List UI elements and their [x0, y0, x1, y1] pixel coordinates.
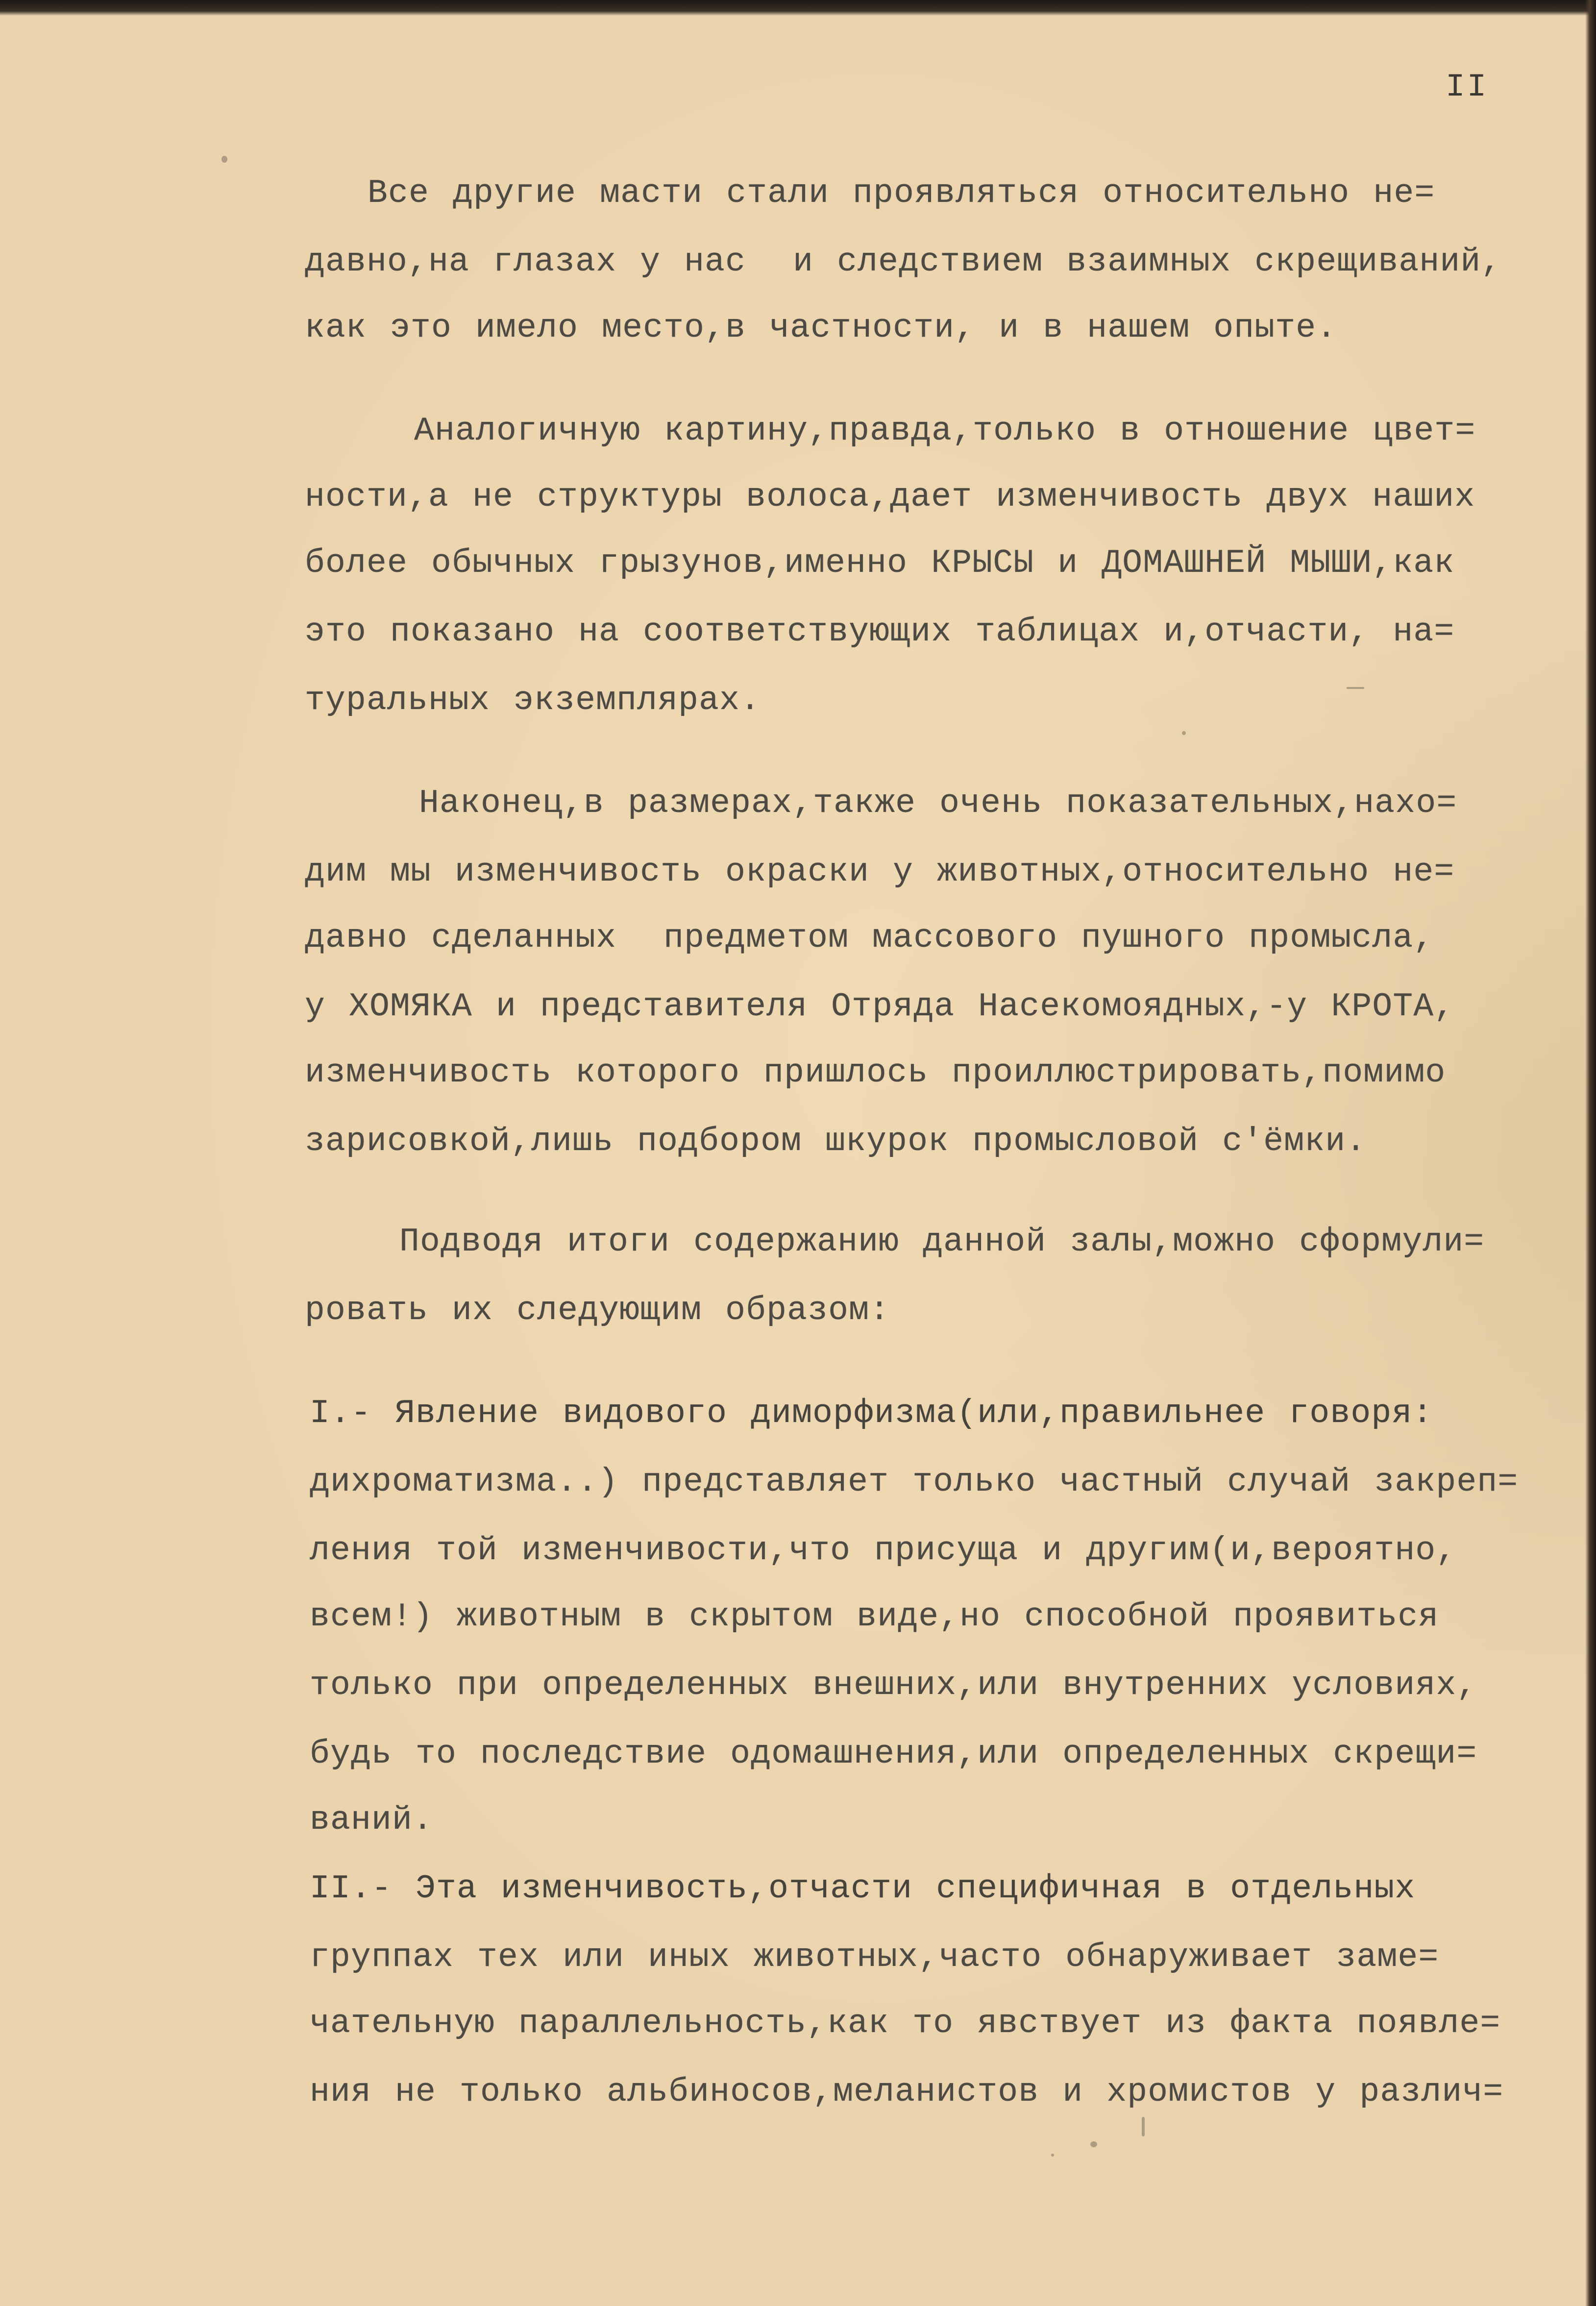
- text-line: ваний.: [310, 1801, 434, 1839]
- paper-speck: [1090, 2141, 1097, 2147]
- page-number: II: [1446, 69, 1489, 105]
- text-line: ности,а не структуры волоса,дает изменчивость двух наших: [305, 478, 1475, 516]
- text-line: Все другие масти стали проявляться относительно не=: [368, 174, 1435, 212]
- text-line: давно,на глазах у нас и следствием взаимных скрещиваний,: [305, 243, 1502, 281]
- text-line: туральных экземплярах.: [305, 682, 761, 719]
- text-line: будь то последствие одомашнения,или определенных скрещи=: [310, 1735, 1477, 1773]
- text-line: Подводя итоги содержанию данной залы,можно сформули=: [399, 1223, 1485, 1261]
- text-line: дихроматизма..) представляет только частный случай закреп=: [310, 1463, 1519, 1501]
- text-line: всем!) животным в скрытом виде,но способной проявиться: [310, 1598, 1439, 1636]
- paper-speck: [1182, 731, 1186, 735]
- list-item-1-line: I.- Явление видового диморфизма(или,правильнее говоря:: [310, 1395, 1433, 1432]
- text-line: чательную параллельность,как то явствует из факта появле=: [310, 2005, 1501, 2042]
- list-item-2-line: II.- Эта изменчивость,отчасти специфичная в отдельных: [310, 1870, 1416, 1908]
- paper-speck: [1347, 687, 1364, 689]
- text-line: группах тех или иных животных,часто обнаруживает заме=: [310, 1938, 1439, 1976]
- text-line: зарисовкой,лишь подбором шкурок промысловой с'ёмки.: [305, 1123, 1367, 1160]
- text-line: дим мы изменчивость окраски у животных,относительно не=: [305, 853, 1455, 891]
- text-line: ровать их следующим образом:: [305, 1292, 890, 1329]
- text-line: это показано на соответствующих таблицах и,отчасти, на=: [305, 613, 1455, 651]
- text-line: более обычных грызунов,именно КРЫСЫ и ДОМАШНЕЙ МЫШИ,как: [305, 544, 1455, 582]
- text-line: Аналогичную картину,правда,только в отношение цвет=: [414, 412, 1476, 450]
- text-line: ления той изменчивости,что присуща и другим(и,вероятно,: [310, 1532, 1457, 1570]
- text-line: только при определенных внешних,или внутренних условиях,: [310, 1667, 1477, 1704]
- text-line: как это имело место,в частности, и в нашем опыте.: [305, 309, 1337, 347]
- paper-speck: [221, 156, 227, 163]
- text-line: ния не только альбиносов,меланистов и хромистов у различ=: [310, 2073, 1504, 2111]
- text-line: давно сделанных предметом массового пушного промысла,: [305, 919, 1434, 957]
- text-line: у ХОМЯКА и представителя Отряда Насекомоядных,-у КРОТА,: [305, 988, 1455, 1026]
- paper-speck: [1142, 2117, 1145, 2136]
- paper-speck: [1051, 2154, 1054, 2157]
- text-line: изменчивость которого пришлось проиллюстрировать,помимо: [305, 1054, 1446, 1092]
- text-line: Наконец,в размерах,также очень показательных,нахо=: [419, 785, 1457, 822]
